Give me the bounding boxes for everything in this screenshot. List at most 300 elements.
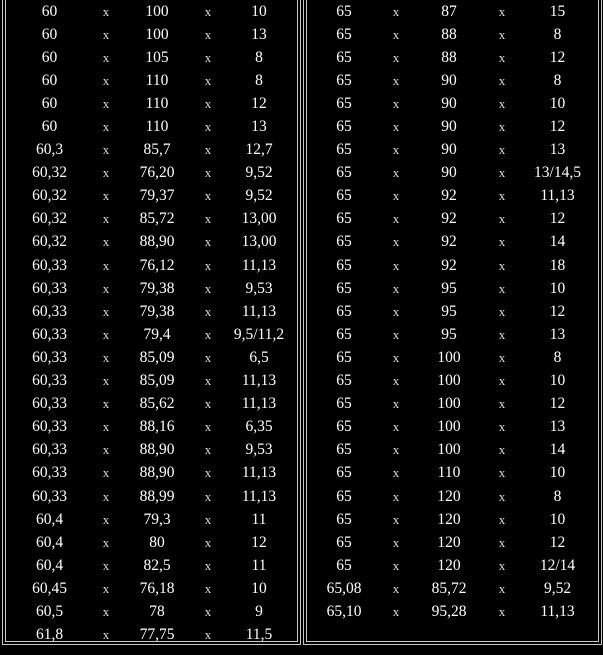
table-row [304, 69, 601, 92]
width-cell: 9,52 [543, 579, 572, 597]
outer-diameter-cell: 110 [437, 464, 461, 482]
separator-x: x [102, 603, 110, 619]
table-row [3, 624, 300, 647]
separator-x: x [204, 557, 212, 573]
separator-x: x [498, 257, 506, 273]
width-cell: 9,5/11,2 [233, 325, 285, 343]
table-row [3, 277, 300, 300]
width-cell: 12 [549, 210, 566, 228]
inner-diameter-cell: 65 [336, 302, 352, 320]
inner-diameter-cell: 65 [336, 510, 352, 528]
width-cell: 10 [549, 372, 566, 390]
inner-diameter-cell: 60,33 [32, 279, 67, 297]
outer-diameter-cell: 88,16 [139, 418, 175, 436]
width-cell: 15 [549, 2, 566, 20]
separator-x: x [204, 49, 212, 65]
inner-diameter-cell: 60 [41, 2, 58, 20]
inner-diameter-cell: 65 [336, 441, 352, 459]
separator-x: x [498, 188, 506, 204]
table-row [3, 370, 300, 393]
inner-diameter-cell: 65 [336, 487, 352, 505]
table-row [304, 462, 601, 485]
separator-x: x [102, 211, 110, 227]
separator-x: x [102, 349, 110, 365]
separator-x: x [102, 119, 110, 135]
separator-x: x [392, 580, 400, 596]
separator-x: x [498, 442, 506, 458]
table-row [304, 23, 601, 46]
right-table-panel [303, 0, 602, 645]
table-row [3, 23, 300, 46]
outer-diameter-cell: 85,09 [139, 348, 175, 366]
separator-x: x [102, 95, 110, 111]
outer-diameter-cell: 95 [441, 325, 457, 343]
separator-x: x [102, 373, 110, 389]
separator-x: x [204, 303, 212, 319]
inner-diameter-cell: 65 [336, 2, 352, 20]
width-cell: 10 [549, 510, 566, 528]
separator-x: x [102, 511, 110, 527]
separator-x: x [498, 326, 506, 342]
separator-x: x [102, 488, 110, 504]
table-row [304, 46, 601, 69]
dimensions-table-right [304, 0, 601, 624]
width-cell: 12/14 [539, 556, 576, 574]
outer-diameter-cell: 85,72 [431, 579, 467, 597]
inner-diameter-cell: 60 [41, 94, 58, 112]
separator-x: x [204, 511, 212, 527]
separator-x: x [392, 26, 400, 42]
outer-diameter-cell: 90 [441, 118, 457, 136]
inner-diameter-cell: 60 [41, 118, 58, 136]
inner-diameter-cell: 65 [336, 25, 352, 43]
separator-x: x [102, 72, 110, 88]
inner-diameter-cell: 60,4 [35, 533, 64, 551]
width-cell: 8 [553, 71, 562, 89]
table-row [3, 92, 300, 115]
outer-diameter-cell: 85,09 [139, 372, 175, 390]
separator-x: x [392, 188, 400, 204]
separator-x: x [498, 26, 506, 42]
table-row [304, 393, 601, 416]
outer-diameter-cell: 100 [437, 395, 461, 413]
separator-x: x [102, 49, 110, 65]
separator-x: x [204, 419, 212, 435]
separator-x: x [204, 442, 212, 458]
outer-diameter-cell: 95,28 [431, 602, 467, 620]
separator-x: x [498, 488, 506, 504]
separator-x: x [498, 119, 506, 135]
inner-diameter-cell: 60 [41, 71, 58, 89]
separator-x: x [204, 326, 212, 342]
outer-diameter-cell: 92 [441, 256, 457, 274]
width-cell: 11,13 [540, 602, 575, 620]
inner-diameter-cell: 65 [336, 118, 352, 136]
separator-x: x [102, 188, 110, 204]
dimensions-table-left [3, 0, 300, 647]
separator-x: x [204, 396, 212, 412]
width-cell: 13 [549, 325, 566, 343]
table-row [304, 185, 601, 208]
table-row [304, 554, 601, 577]
table-row [3, 115, 300, 138]
table-row [304, 115, 601, 138]
inner-diameter-cell: 65 [336, 279, 352, 297]
separator-x: x [392, 488, 400, 504]
outer-diameter-cell: 88,99 [139, 487, 175, 505]
width-cell: 12,7 [245, 141, 273, 159]
inner-diameter-cell: 60,33 [32, 325, 67, 343]
separator-x: x [102, 3, 110, 19]
inner-diameter-cell: 65 [336, 71, 352, 89]
inner-diameter-cell: 65 [336, 233, 352, 251]
table-row [304, 531, 601, 554]
inner-diameter-cell: 65 [336, 164, 352, 182]
width-cell: 11,13 [241, 256, 277, 274]
table-row [3, 508, 300, 531]
inner-diameter-cell: 60,4 [35, 556, 64, 574]
width-cell: 12 [251, 94, 267, 112]
width-cell: 10 [549, 94, 566, 112]
separator-x: x [392, 95, 400, 111]
separator-x: x [498, 303, 506, 319]
separator-x: x [392, 349, 400, 365]
outer-diameter-cell: 92 [441, 210, 457, 228]
width-cell: 9,53 [245, 441, 273, 459]
separator-x: x [498, 557, 506, 573]
width-cell: 12 [549, 118, 566, 136]
width-cell: 12 [549, 395, 566, 413]
separator-x: x [204, 72, 212, 88]
width-cell: 11,13 [241, 487, 277, 505]
outer-diameter-cell: 100 [437, 372, 461, 390]
separator-x: x [392, 419, 400, 435]
width-cell: 8 [255, 71, 263, 89]
separator-x: x [204, 465, 212, 481]
width-cell: 9,53 [245, 279, 273, 297]
outer-diameter-cell: 95 [441, 279, 457, 297]
table-row [3, 0, 300, 23]
inner-diameter-cell: 60,45 [32, 579, 67, 597]
outer-diameter-cell: 90 [441, 71, 457, 89]
width-cell: 13 [549, 418, 566, 436]
outer-diameter-cell: 82,5 [143, 556, 171, 574]
separator-x: x [102, 142, 110, 158]
separator-x: x [204, 488, 212, 504]
separator-x: x [498, 234, 506, 250]
separator-x: x [204, 211, 212, 227]
width-cell: 6,5 [249, 348, 269, 366]
separator-x: x [204, 188, 212, 204]
inner-diameter-cell: 65 [336, 372, 352, 390]
table-row [3, 208, 300, 231]
outer-diameter-cell: 77,75 [139, 626, 175, 644]
separator-x: x [392, 603, 400, 619]
table-row [304, 439, 601, 462]
separator-x: x [498, 95, 506, 111]
inner-diameter-cell: 65 [336, 348, 352, 366]
inner-diameter-cell: 60,33 [32, 372, 67, 390]
outer-diameter-cell: 88,90 [139, 464, 175, 482]
width-cell: 10 [251, 579, 267, 597]
table-row [304, 508, 601, 531]
separator-x: x [392, 49, 400, 65]
separator-x: x [392, 465, 400, 481]
width-cell: 10 [251, 2, 267, 20]
table-body-right [304, 0, 601, 624]
table-row [3, 46, 300, 69]
width-cell: 11,13 [540, 187, 575, 205]
separator-x: x [392, 534, 400, 550]
outer-diameter-cell: 76,18 [139, 579, 175, 597]
table-row [3, 577, 300, 600]
outer-diameter-cell: 105 [145, 48, 169, 66]
inner-diameter-cell: 60,33 [32, 418, 67, 436]
inner-diameter-cell: 65 [336, 325, 352, 343]
inner-diameter-cell: 65 [336, 141, 352, 159]
inner-diameter-cell: 65 [336, 418, 352, 436]
outer-diameter-cell: 100 [437, 441, 461, 459]
outer-diameter-cell: 88,90 [139, 233, 175, 251]
separator-x: x [204, 257, 212, 273]
outer-diameter-cell: 120 [437, 487, 461, 505]
inner-diameter-cell: 65 [336, 533, 352, 551]
table-row [3, 231, 300, 254]
separator-x: x [498, 349, 506, 365]
outer-diameter-cell: 80 [149, 533, 165, 551]
table-row [304, 485, 601, 508]
width-cell: 8 [553, 348, 562, 366]
separator-x: x [392, 142, 400, 158]
outer-diameter-cell: 110 [145, 71, 169, 89]
outer-diameter-cell: 100 [437, 418, 461, 436]
width-cell: 9,52 [245, 187, 273, 205]
table-row [304, 92, 601, 115]
outer-diameter-cell: 85,7 [143, 141, 171, 159]
separator-x: x [204, 119, 212, 135]
width-cell: 6,35 [245, 418, 273, 436]
separator-x: x [392, 396, 400, 412]
separator-x: x [392, 303, 400, 319]
width-cell: 8 [255, 48, 263, 66]
width-cell: 12 [549, 48, 566, 66]
outer-diameter-cell: 100 [437, 348, 461, 366]
outer-diameter-cell: 100 [145, 2, 169, 20]
separator-x: x [102, 165, 110, 181]
outer-diameter-cell: 85,62 [139, 395, 175, 413]
inner-diameter-cell: 65 [336, 256, 352, 274]
separator-x: x [498, 165, 506, 181]
outer-diameter-cell: 85,72 [139, 210, 175, 228]
separator-x: x [392, 211, 400, 227]
separator-x: x [498, 511, 506, 527]
separator-x: x [392, 3, 400, 19]
outer-diameter-cell: 120 [437, 556, 461, 574]
outer-diameter-cell: 79,3 [143, 510, 171, 528]
separator-x: x [204, 349, 212, 365]
table-row [3, 139, 300, 162]
separator-x: x [498, 211, 506, 227]
separator-x: x [392, 280, 400, 296]
outer-diameter-cell: 88 [441, 25, 457, 43]
width-cell: 8 [553, 25, 562, 43]
separator-x: x [102, 419, 110, 435]
table-body-left [3, 0, 300, 647]
table-row [3, 439, 300, 462]
separator-x: x [102, 442, 110, 458]
table-row [3, 346, 300, 369]
table-row [3, 254, 300, 277]
separator-x: x [392, 373, 400, 389]
width-cell: 13 [251, 118, 267, 136]
outer-diameter-cell: 100 [145, 25, 169, 43]
inner-diameter-cell: 65 [336, 464, 352, 482]
separator-x: x [102, 257, 110, 273]
separator-x: x [102, 580, 110, 596]
separator-x: x [102, 465, 110, 481]
table-row [304, 300, 601, 323]
width-cell: 12 [251, 533, 267, 551]
outer-diameter-cell: 88 [441, 48, 457, 66]
inner-diameter-cell: 60 [41, 48, 58, 66]
inner-diameter-cell: 60,33 [32, 441, 67, 459]
width-cell: 13/14,5 [534, 164, 581, 182]
width-cell: 11,13 [241, 464, 277, 482]
width-cell: 14 [549, 441, 566, 459]
separator-x: x [392, 442, 400, 458]
inner-diameter-cell: 65 [336, 210, 352, 228]
table-row [3, 393, 300, 416]
table-row [304, 0, 601, 23]
table-row [3, 485, 300, 508]
width-cell: 9,52 [245, 164, 273, 182]
table-row [304, 277, 601, 300]
inner-diameter-cell: 65 [336, 94, 352, 112]
inner-diameter-cell: 61,8 [35, 626, 64, 644]
inner-diameter-cell: 60 [41, 25, 58, 43]
inner-diameter-cell: 65 [336, 556, 352, 574]
table-row [304, 139, 601, 162]
table-row [304, 416, 601, 439]
inner-diameter-cell: 60,5 [35, 602, 64, 620]
separator-x: x [204, 95, 212, 111]
inner-diameter-cell: 60,32 [32, 164, 67, 182]
table-row [304, 600, 601, 623]
table-row [304, 346, 601, 369]
separator-x: x [392, 326, 400, 342]
width-cell: 10 [549, 464, 566, 482]
separator-x: x [204, 580, 212, 596]
separator-x: x [204, 142, 212, 158]
separator-x: x [102, 396, 110, 412]
table-row [304, 162, 601, 185]
outer-diameter-cell: 120 [437, 533, 461, 551]
width-cell: 18 [549, 256, 566, 274]
width-cell: 8 [553, 487, 562, 505]
inner-diameter-cell: 65 [336, 48, 352, 66]
width-cell: 12 [549, 302, 566, 320]
table-row [304, 323, 601, 346]
outer-diameter-cell: 90 [441, 94, 457, 112]
separator-x: x [498, 580, 506, 596]
outer-diameter-cell: 92 [441, 187, 457, 205]
table-row [3, 323, 300, 346]
table-row [3, 185, 300, 208]
width-cell: 13,00 [241, 233, 277, 251]
table-row [3, 416, 300, 439]
separator-x: x [392, 257, 400, 273]
width-cell: 11,13 [241, 395, 277, 413]
separator-x: x [102, 234, 110, 250]
outer-diameter-cell: 78 [149, 602, 165, 620]
outer-diameter-cell: 79,37 [139, 187, 175, 205]
separator-x: x [498, 142, 506, 158]
outer-diameter-cell: 110 [145, 94, 169, 112]
separator-x: x [392, 72, 400, 88]
outer-diameter-cell: 79,38 [139, 302, 175, 320]
width-cell: 13 [251, 25, 267, 43]
width-cell: 11,5 [245, 626, 273, 644]
table-row [304, 208, 601, 231]
table-row [304, 370, 601, 393]
outer-diameter-cell: 76,12 [139, 256, 175, 274]
separator-x: x [392, 119, 400, 135]
separator-x: x [102, 627, 110, 643]
width-cell: 10 [549, 279, 566, 297]
width-cell: 13,00 [241, 210, 277, 228]
separator-x: x [392, 234, 400, 250]
inner-diameter-cell: 60,32 [32, 233, 67, 251]
separator-x: x [392, 557, 400, 573]
table-row [3, 162, 300, 185]
separator-x: x [498, 419, 506, 435]
separator-x: x [102, 557, 110, 573]
table-row [3, 462, 300, 485]
left-table-panel [2, 0, 301, 645]
table-row [3, 554, 300, 577]
table-row [304, 231, 601, 254]
separator-x: x [204, 3, 212, 19]
separator-x: x [204, 534, 212, 550]
outer-diameter-cell: 92 [441, 233, 457, 251]
outer-diameter-cell: 79,4 [143, 325, 171, 343]
separator-x: x [204, 603, 212, 619]
table-row [3, 531, 300, 554]
separator-x: x [102, 303, 110, 319]
separator-x: x [392, 511, 400, 527]
table-row [3, 600, 300, 623]
table-row [3, 69, 300, 92]
separator-x: x [204, 234, 212, 250]
width-cell: 14 [549, 233, 566, 251]
separator-x: x [498, 534, 506, 550]
outer-diameter-cell: 90 [441, 164, 457, 182]
width-cell: 11,13 [241, 302, 277, 320]
table-row [3, 300, 300, 323]
outer-diameter-cell: 76,20 [139, 164, 175, 182]
separator-x: x [498, 465, 506, 481]
separator-x: x [102, 26, 110, 42]
separator-x: x [102, 280, 110, 296]
inner-diameter-cell: 60,4 [35, 510, 64, 528]
separator-x: x [498, 603, 506, 619]
inner-diameter-cell: 60,32 [32, 210, 67, 228]
width-cell: 11,13 [241, 372, 277, 390]
inner-diameter-cell: 60,33 [32, 487, 67, 505]
inner-diameter-cell: 65 [336, 395, 352, 413]
inner-diameter-cell: 65,10 [326, 602, 362, 620]
inner-diameter-cell: 65,08 [326, 579, 362, 597]
